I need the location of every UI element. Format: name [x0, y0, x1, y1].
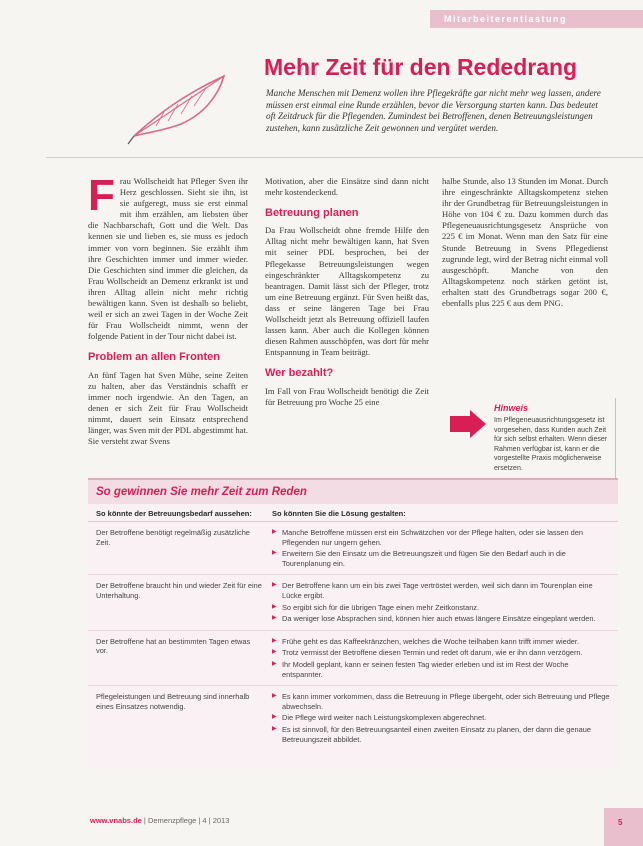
solution-bullet: ▶ Frühe geht es das Kaffeekränzchen, welches die Woche teilhaben kann trifft immer wieder.: [272, 637, 610, 647]
text-column-1: [88, 171, 248, 447]
table-cell-need: Der Betroffene benötigt regelmäßig zusätzliche Zeit.: [96, 528, 250, 547]
footer-issue: | Demenzpflege | 4 | 2013: [143, 816, 230, 825]
solution-bullet: ▶ Der Betroffene kann um ein bis zwei Tage vertröstet werden, weil sich dann im Tourenplan eine Lücke ergibt.: [272, 581, 610, 600]
table-row: [88, 631, 618, 686]
feather-icon: [126, 66, 236, 146]
footer: [90, 816, 229, 825]
table-row: [88, 522, 618, 575]
table-row: [88, 686, 618, 750]
table-row: [88, 575, 618, 630]
solution-bullet: ▶ Manche Betroffene müssen erst ein Schwätzchen vor der Pflege halten, oder sie lassen den Pflegenden nur ungern gehen.: [272, 528, 610, 547]
pointing-hand-icon: [448, 406, 488, 442]
table-header: [88, 504, 618, 522]
table-header-need: So könnte der Betreuungsbedarf aussehen:: [96, 509, 252, 518]
hint-box: [448, 398, 613, 484]
hint-text: Im Pflegeneuausrichtungsgesetz ist vorgesehen, dass Kunden auch Zeit für sich selbst erhalten. Wenn dieser Rahmen verfügbar ist, kann er die vorgestellte Praxis möglicherweise ersetzen.: [494, 417, 608, 472]
footer-url[interactable]: www.vnabs.de: [90, 816, 142, 825]
hint-title: Hinweis: [494, 403, 529, 413]
section-label: Mitarbeiterentlastung: [430, 10, 643, 28]
paragraph: rau Wollscheidt hat Pfleger Sven ihr Herz geschlossen. Sieht sie ihn, ist sie aufgeregt, muss sie erst einmal mit ihm erzählen, am liebsten über die Nachbarschaft, Gott und die Welt. Das kennen sie und lieben es, sie muss es jedoch immer von vorn beginnen. Sie erzählt ihm ihre Geschichten immer und immer wieder. Die Geschichten sind immer die gleichen, da Frau Wollscheidt an Demenz erkrankt ist und ihren Alltag allein nicht mehr richtig bewältigen kann. Sven ist deshalb so beliebt, weil er sich an zwei Tagen in der Woche Zeit für Frau Wollscheidt nimmt, wenn der folgende Patient in der Tour nicht dabei ist.: [88, 176, 248, 342]
paragraph: An fünf Tagen hat Sven Mühe, seine Zeiten zu halten, aber das Verständnis schafft er immer noch irgendwie. An den Tagen, an denen er sich Zeit für Frau Wollscheidt nimmt, dauert sein Einsatz entsprechend länger, was Sven mit der PDL abgestimmt hat. Sie versteht zwar Svens: [88, 369, 248, 447]
table-title: So gewinnen Sie mehr Zeit zum Reden: [88, 478, 618, 504]
text-column-2: [265, 176, 429, 408]
table-cell-need: Der Betroffene braucht hin und wieder Zeit für eine Unterhaltung.: [96, 581, 262, 600]
solution-bullet: ▶ So ergibt sich für die übrigen Tage einen mehr Zeitkonstanz.: [272, 603, 610, 613]
solution-bullet: ▶ Es ist sinnvoll, für den Betreuungsanteil einen zweiten Einsatz zu planen, der dann die genaue Betreuungszeit abbildet.: [272, 725, 610, 744]
subheading: Wer bezahlt?: [265, 367, 334, 380]
paragraph: halbe Stunde, also 13 Stunden im Monat. Durch ihre eingeschränkte Alltagskompetenz stehen ihr der Grundbetrag für Betreuungsleistungen in Höhe von 104 € zu. Dazu kommen durch das Pflegeneuausrichtungsgesetz Ansprüche von 225 € im Monat. Wenn man den Satz für eine Stunde Betreuung in Svens Pflegedienst zugrunde legt, wird der Betrag nicht einmal voll ausgeschöpft. Manche von den Alltagskompetenz noch stärken getönt ist, erhalten statt des Grundbetrags sogar 200 €, ebenfalls plus 225 € aus dem PNG.: [442, 176, 608, 309]
article-intro: Manche Menschen mit Demenz wollen ihre Pflegekräfte gar nicht mehr weg lassen, andere müssen erst einmal eine Runde erzählen, bevor die Versorgung starten kann. Das bedeutet oft Zeitdruck für die Pflegenden. Zumindest bei Betroffenen, denen Betreuungsleistungen zustehen, kann zusätzliche Zeit gewonnen und vergütet werden.: [266, 88, 601, 133]
table-cell-need: Pflegeleistungen und Betreuung sind innerhalb eines Einsatzes notwendig.: [96, 692, 250, 711]
subheading: Betreuung planen: [265, 207, 359, 220]
subheading: Problem an allen Fronten: [88, 351, 221, 364]
divider: [46, 157, 643, 158]
solution-bullet: ▶ Die Pflege wird weiter nach Leistungskomplexen abgerechnet.: [272, 713, 610, 723]
paragraph: Im Fall von Frau Wollscheidt benötigt die Zeit für Betreuung pro Woche 25 eine: [265, 385, 429, 407]
table-header-solution: So könnten Sie die Lösung gestalten:: [272, 509, 406, 518]
solution-bullet: ▶ Es kann immer vorkommen, dass die Betreuung in Pflege übergeht, oder sich Betreuung und Pflege abwechseln.: [272, 692, 610, 711]
solution-bullet: ▶ Ihr Modell geplant, kann er seinen festen Tag wieder erleben und ist im Rest der Woche entspannter.: [272, 660, 610, 679]
text-column-3: [442, 176, 608, 309]
drop-cap: F: [88, 171, 115, 220]
solution-bullet: ▶ Da weniger lose Absprachen sind, können hier auch etwas längere Einsätze eingeplant werden.: [272, 614, 610, 624]
page-number: 5: [604, 808, 643, 846]
paragraph: Motivation, aber die Einsätze sind dann nicht mehr kostendeckend.: [265, 176, 429, 198]
solution-bullet: ▶ Trotz vermisst der Betroffene diesen Termin und redet oft darum, wie er ihn dann verzögern.: [272, 648, 610, 658]
article-title: Mehr Zeit für den Rededrang: [264, 54, 578, 80]
table-cell-need: Der Betroffene hat an bestimmten Tagen etwas vor.: [96, 636, 251, 656]
paragraph: Da Frau Wollscheidt ohne fremde Hilfe den Alltag nicht mehr bewältigen kann, hat Sven mit seiner PDL besprochen, bei der Pflegekasse Betreuungsleistungen wegen eingeschränkter Alltagskompetenz zu beantragen. Damit lässt sich der Pfleger, trotz um eine Betreuung ergänzt. Für Sven heißt das, dass er seine längeren Tage bei Frau Wollscheidt jetzt als Betreuung offiziell laufen lassen kann. Aber auch die Kollegen können diesen Rahmen ausschöpfen, was dort für mehr Entspannung in Team beiträgt.: [265, 225, 429, 358]
info-table: [88, 478, 618, 768]
solution-bullet: ▶ Erweitern Sie den Einsatz um die Betreuungszeit und fügen Sie den Bedarf auch in die Tourenplanung ein.: [272, 549, 610, 568]
